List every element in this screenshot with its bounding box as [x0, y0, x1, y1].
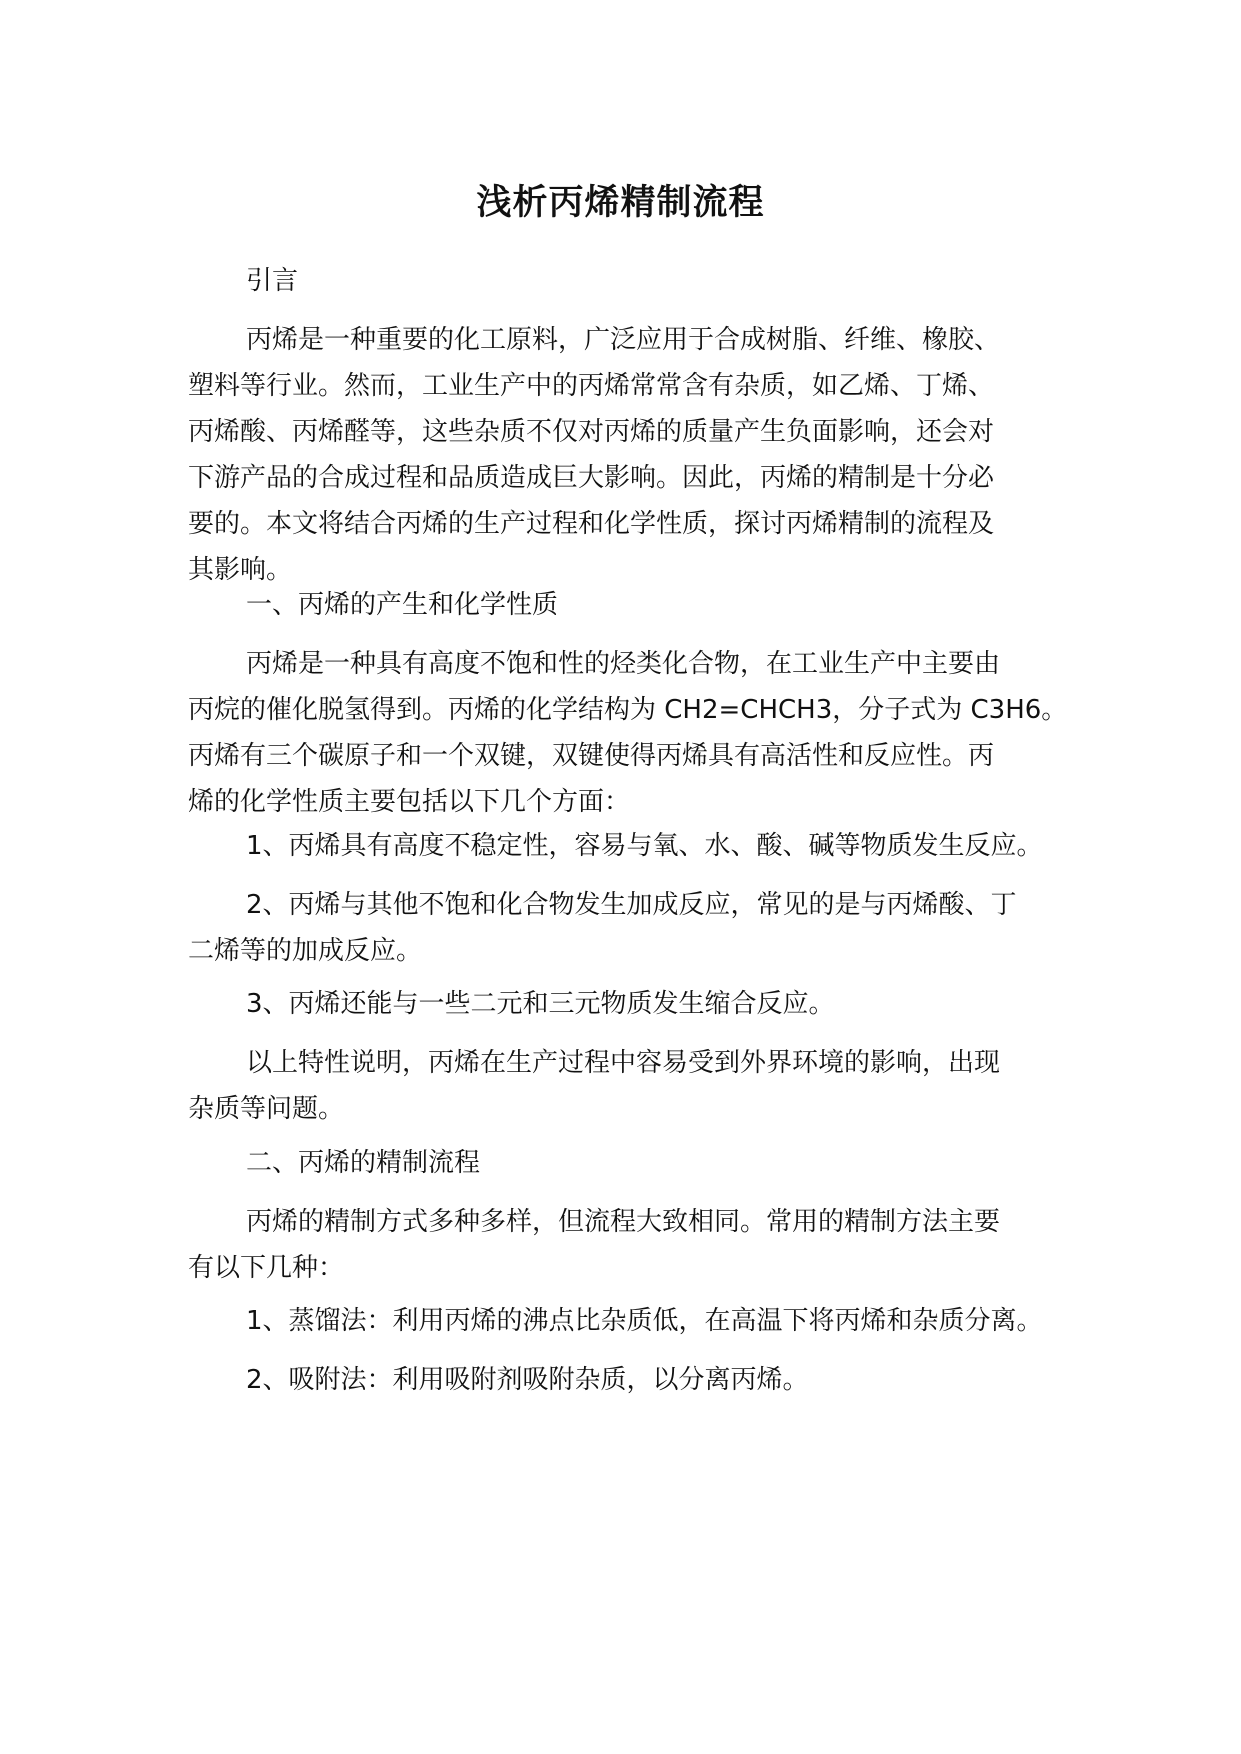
- text-line: 3、丙烯还能与一些二元和三元物质发生缩合反应。: [246, 989, 835, 1019]
- text-line: 2、吸附法：利用吸附剂吸附杂质，以分离丙烯。: [246, 1365, 809, 1395]
- list-item-property-1: [188, 823, 1068, 869]
- text-line: 杂质等问题。: [188, 1094, 345, 1124]
- text-line: 其影响。: [188, 555, 293, 585]
- text-line: 2、丙烯与其他不饱和化合物发生加成反应，常见的是与丙烯酸、丁: [246, 890, 1017, 920]
- paragraph-properties: [188, 641, 1068, 825]
- list-item-method-2: [188, 1357, 1068, 1403]
- text-line: 丙烯酸、丙烯醛等，这些杂质不仅对丙烯的质量产生负面影响，还会对: [188, 417, 995, 447]
- list-item-method-1: [188, 1298, 1068, 1344]
- document-title: 浅析丙烯精制流程: [476, 183, 765, 223]
- text-line: 丙烯有三个碳原子和一个双键，双键使得丙烯具有高活性和反应性。丙: [188, 741, 995, 771]
- text-line: 以上特性说明，丙烯在生产过程中容易受到外界环境的影响，出现: [246, 1048, 1001, 1078]
- text-line: 下游产品的合成过程和品质造成巨大影响。因此，丙烯的精制是十分必: [188, 463, 995, 493]
- section-heading-1: [188, 582, 1068, 628]
- list-item-property-2: [188, 882, 1068, 974]
- heading-introduction: [188, 258, 1068, 304]
- text-line: 丙烯的精制方式多种多样，但流程大致相同。常用的精制方法主要: [246, 1207, 1001, 1237]
- text-line: 丙烷的催化脱氢得到。丙烯的化学结构为 CH2=CHCH3，分子式为 C3H6。: [188, 695, 1068, 725]
- text-line: 有以下几种：: [188, 1253, 345, 1283]
- list-item-property-3: [188, 981, 1068, 1027]
- text-line: 1、丙烯具有高度不稳定性，容易与氧、水、酸、碱等物质发生反应。: [246, 831, 1043, 861]
- text-line: 一、丙烯的产生和化学性质: [246, 590, 559, 620]
- text-line: 引言: [246, 266, 299, 296]
- text-line: 丙烯是一种具有高度不饱和性的烃类化合物，在工业生产中主要由: [246, 649, 1001, 679]
- paragraph-conclusion-properties: [188, 1040, 1068, 1132]
- text-line: 烯的化学性质主要包括以下几个方面：: [188, 787, 631, 817]
- text-line: 二烯等的加成反应。: [188, 936, 423, 966]
- text-line: 丙烯是一种重要的化工原料，广泛应用于合成树脂、纤维、橡胶、: [246, 325, 1001, 355]
- text-line: 二、丙烯的精制流程: [246, 1148, 481, 1178]
- text-line: 要的。本文将结合丙烯的生产过程和化学性质，探讨丙烯精制的流程及: [188, 509, 995, 539]
- section-heading-2: [188, 1140, 1068, 1186]
- paragraph-refining-methods: [188, 1199, 1068, 1291]
- text-line: 1、蒸馏法：利用丙烯的沸点比杂质低，在高温下将丙烯和杂质分离。: [246, 1306, 1043, 1336]
- text-line: 塑料等行业。然而，工业生产中的丙烯常常含有杂质，如乙烯、丁烯、: [188, 371, 995, 401]
- paragraph-introduction: [188, 317, 1068, 593]
